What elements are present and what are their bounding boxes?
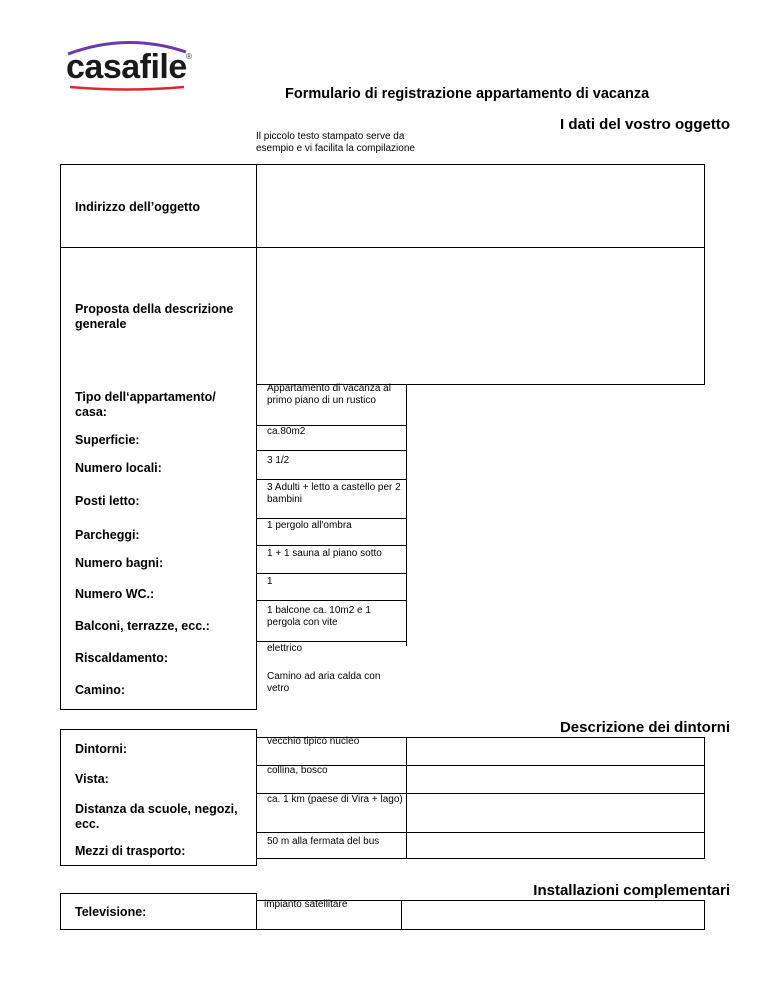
value-general-description[interactable] — [267, 254, 697, 378]
label-apartment-type: Tipo dell‘appartamento/ casa: — [75, 390, 216, 419]
value-balconies[interactable]: 1 balcone ca. 10m2 e 1 pergola con vite — [267, 605, 371, 628]
value-bathrooms[interactable]: 1 + 1 sauna al piano sotto — [267, 548, 382, 559]
section-title-surroundings: Descrizione dei dintorni — [559, 719, 730, 736]
label-address: Indirizzo dell’oggetto — [75, 200, 200, 214]
section-title-object: I dati del vostro oggetto — [559, 116, 730, 133]
label-wc: Numero WC.: — [75, 587, 155, 601]
label-transport: Mezzi di trasporto: — [75, 844, 186, 858]
label-general-description: Proposta della descrizione generale — [75, 302, 234, 331]
value-wc[interactable]: 1 — [267, 576, 273, 587]
label-parking: Parcheggi: — [75, 528, 140, 542]
label-television: Televisione: — [75, 905, 147, 919]
value-surface[interactable]: ca.80m2 — [267, 426, 306, 437]
label-surface: Superficie: — [75, 433, 140, 447]
logo-registered-mark: ® — [186, 52, 192, 61]
label-surroundings: Dintorni: — [75, 742, 128, 756]
value-television[interactable]: impianto satellitare — [264, 899, 348, 910]
section-title-installations: Installazioni complementari — [533, 882, 730, 899]
logo-text: casafile — [66, 48, 187, 86]
label-rooms: Numero locali: — [75, 461, 162, 475]
label-bathrooms: Numero bagni: — [75, 556, 164, 570]
value-rooms[interactable]: 3 1/2 — [267, 455, 290, 466]
value-beds[interactable]: 3 Adulti + letto a castello per 2 bambini — [267, 482, 401, 505]
hint-text: Il piccolo testo stampato serve da esempio e vi facilita la compilazione — [256, 131, 415, 154]
value-surroundings[interactable]: vecchio tipico nucleo — [267, 736, 360, 747]
value-view[interactable]: collina, bosco — [267, 765, 328, 776]
value-address[interactable] — [267, 172, 697, 242]
page-title: Formulario di registrazione appartamento di vacanza — [285, 86, 650, 102]
value-fireplace[interactable]: Camino ad aria calda con vetro — [267, 671, 381, 694]
value-transport[interactable]: 50 m alla fermata del bus — [267, 836, 380, 847]
label-distance: Distanza da scuole, negozi, ecc. — [75, 802, 238, 831]
logo-underline-icon — [62, 84, 192, 94]
value-heating[interactable]: elettrico — [267, 643, 303, 654]
label-fireplace: Camino: — [75, 683, 125, 697]
label-beds: Posti letto: — [75, 494, 140, 508]
value-distance[interactable]: ca. 1 km (paese di Vira + lago) — [267, 794, 403, 805]
casafile-logo — [62, 38, 192, 94]
label-balconies: Balconi, terrazze, ecc.: — [75, 619, 210, 633]
value-parking[interactable]: 1 pergolo all'ombra — [267, 520, 352, 531]
value-apartment-type[interactable]: Appartamento di vacanza al primo piano di un rustico — [267, 383, 391, 406]
label-heating: Riscaldamento: — [75, 651, 169, 665]
label-view: Vista: — [75, 772, 109, 786]
